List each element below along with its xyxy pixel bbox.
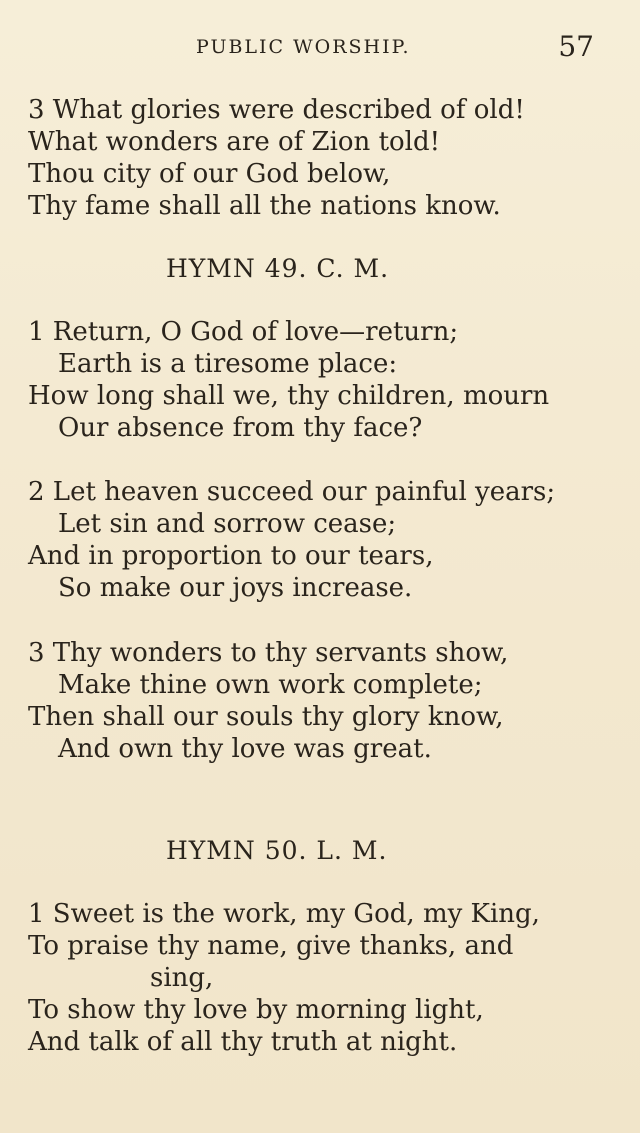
hymn-50-verse-1-line: To show thy love by morning light, [28,995,484,1025]
hymn-49-verse-2-line: 2 Let heaven succeed our painful years; [28,477,556,507]
hymn-50-verse-1-line: And talk of all thy truth at night. [28,1027,458,1057]
hymn-50-verse-1-line: sing, [150,963,214,993]
hymn-49-verse-2-line: And in proportion to our tears, [28,541,434,571]
hymn-49-verse-3-line: And own thy love was great. [58,734,432,764]
hymn-49-verse-1-line: Earth is a tiresome place: [58,349,398,379]
hymn-49-verse-2-line: Let sin and sorrow cease; [58,509,397,539]
hymn-49-verse-3-line: 3 Thy wonders to thy servants show, [28,638,509,668]
hymn-49-verse-1-line: 1 Return, O God of love—return; [28,317,459,347]
hymn-49-verse-2-line: So make our joys increase. [58,573,413,603]
continuation-line: What wonders are of Zion told! [28,127,441,157]
running-head: PUBLIC WORSHIP. [196,36,411,58]
hymn-49-verse-1-line: How long shall we, thy children, mourn [28,381,550,411]
hymn-50-verse-1-line: To praise thy name, give thanks, and [28,931,514,961]
hymn-49-verse-1-line: Our absence from thy face? [58,413,423,443]
page-number: 57 [558,30,594,63]
hymn-50-verse-1-line: 1 Sweet is the work, my God, my King, [28,899,540,929]
continuation-line: Thy fame shall all the nations know. [28,191,501,221]
continuation-line: Thou city of our God below, [28,159,391,189]
continuation-line: 3 What glories were described of old! [28,95,525,125]
page-header [0,30,640,66]
hymn-49-verse-3-line: Make thine own work complete; [58,670,483,700]
hymn-49-title: HYMN 49. C. M. [166,254,390,283]
hymn-50-title: HYMN 50. L. M. [166,836,388,865]
hymn-49-verse-3-line: Then shall our souls thy glory know, [28,702,504,732]
